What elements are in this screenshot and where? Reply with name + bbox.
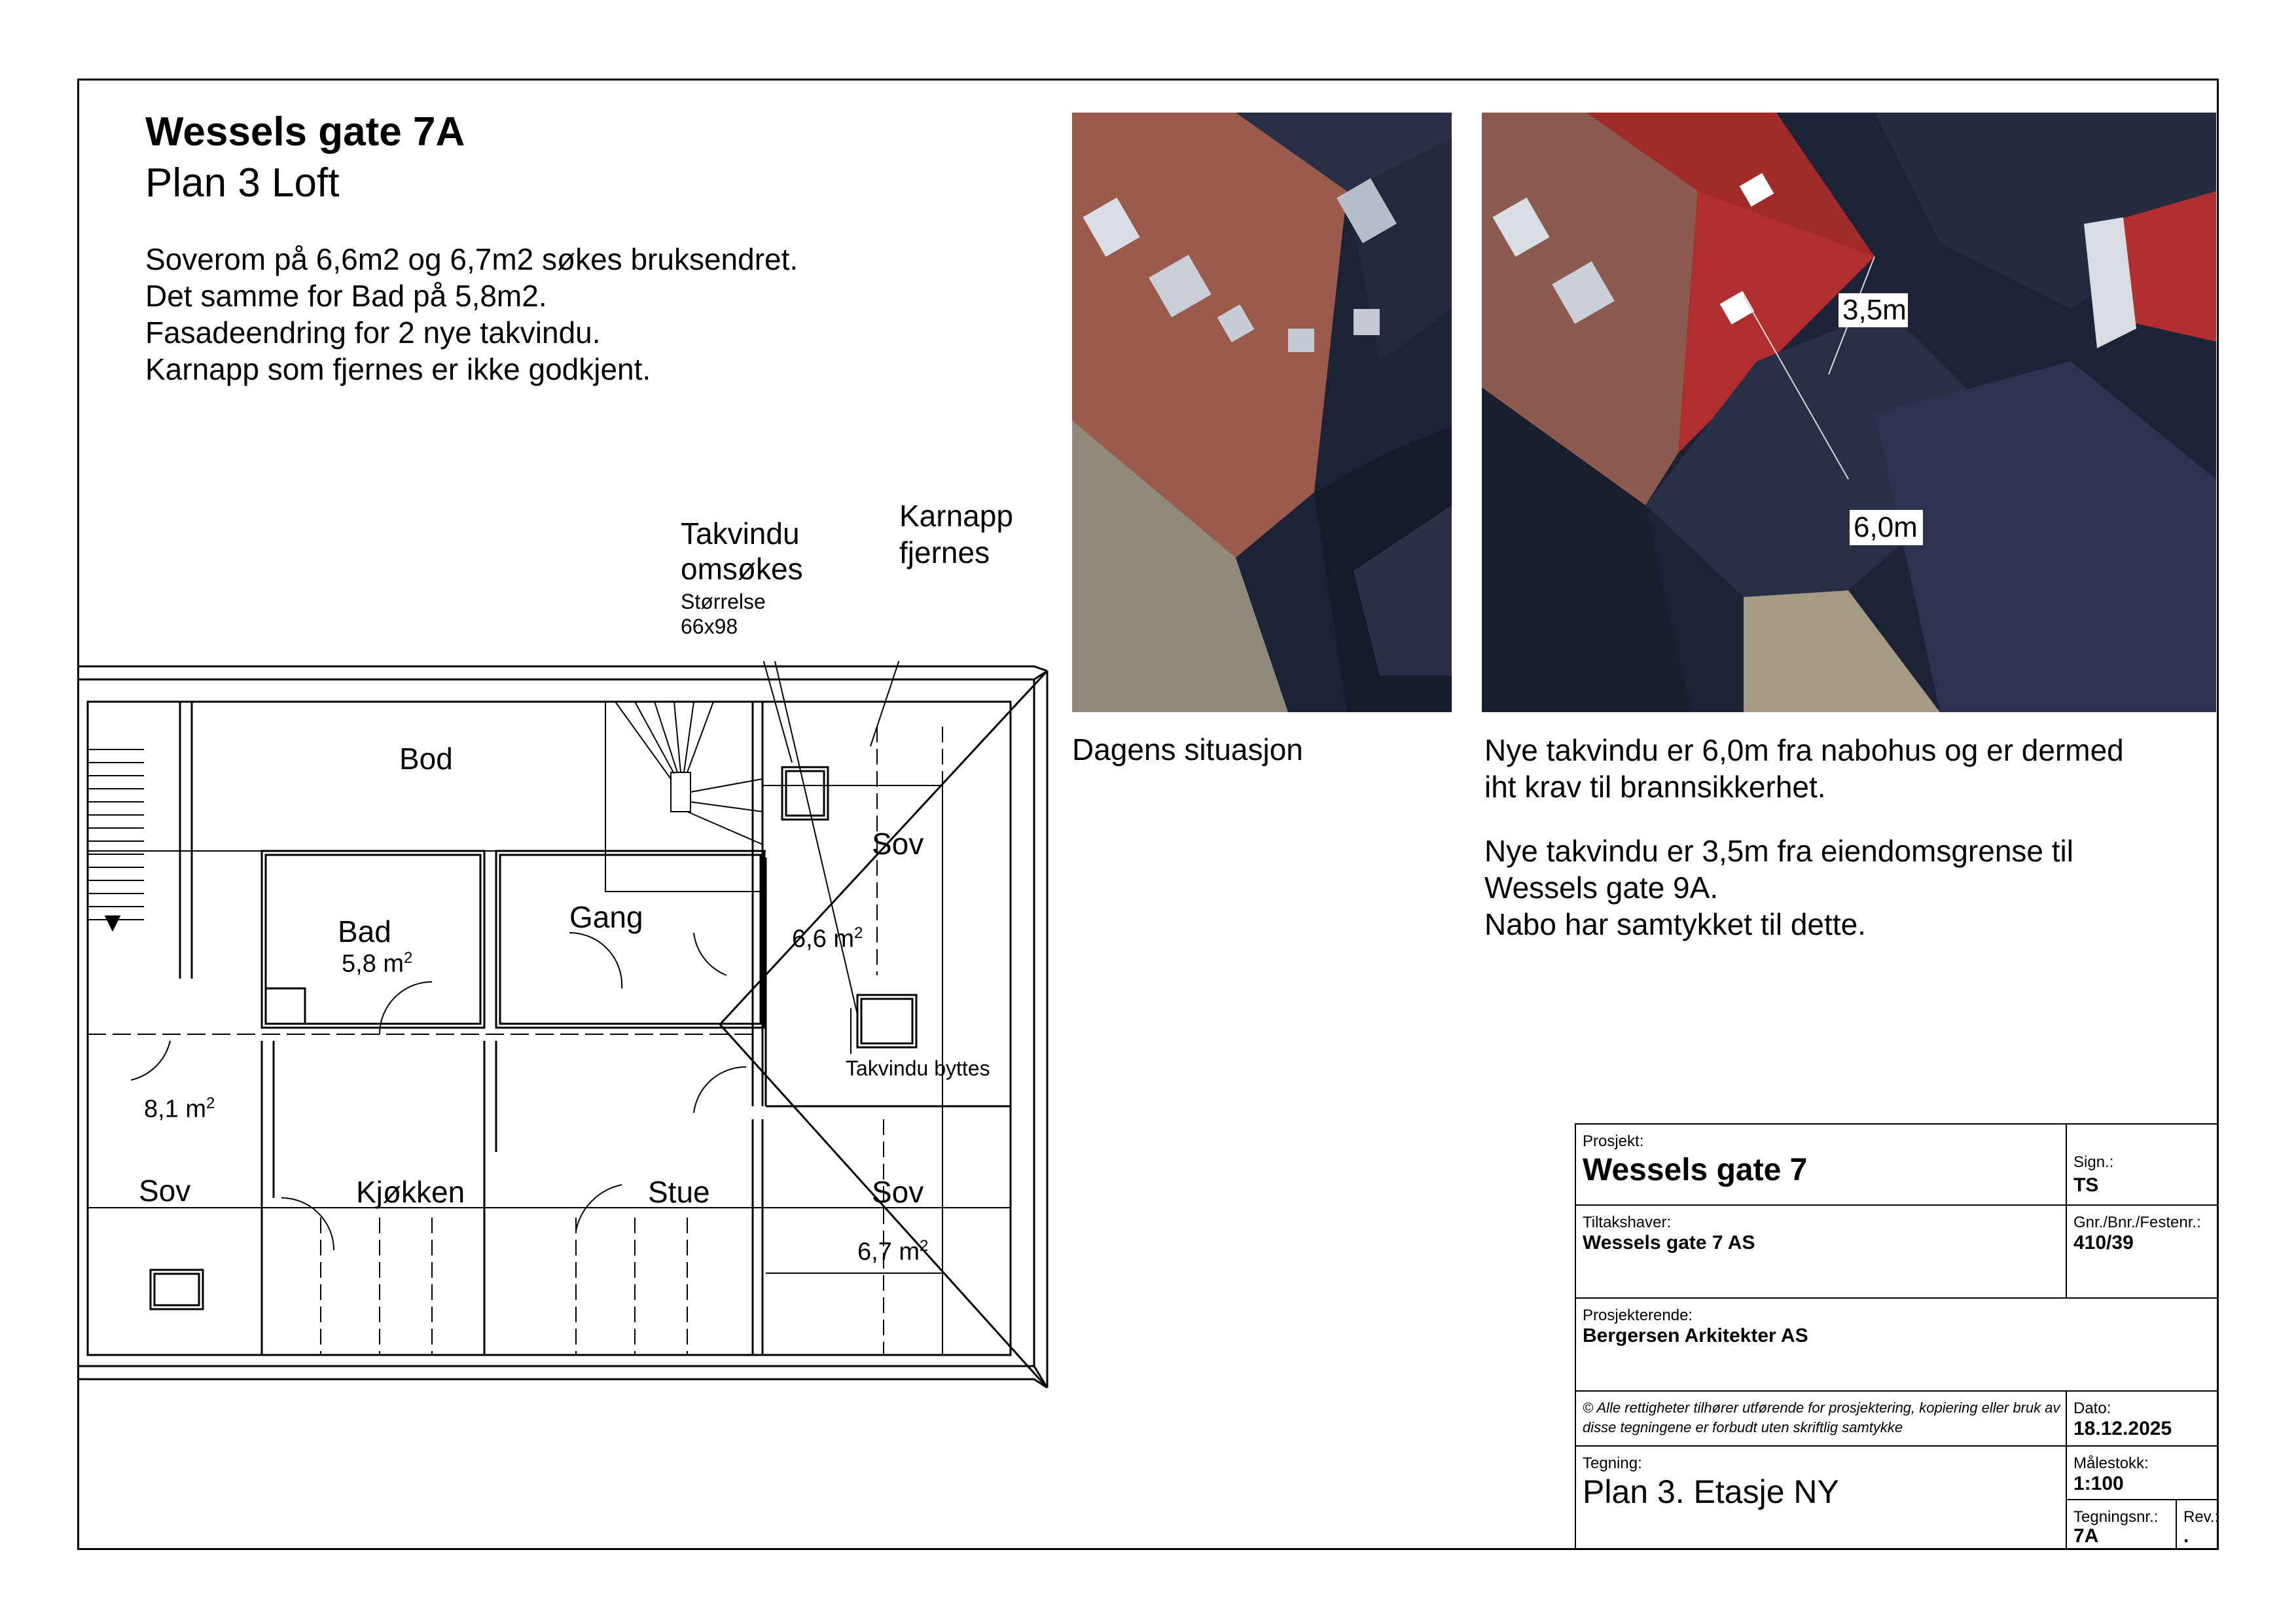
description-line: Fasadeendring for 2 nye takvindu.: [145, 316, 601, 350]
description-line: Soverom på 6,6m2 og 6,7m2 søkes bruksendret.: [145, 242, 798, 276]
description-line: Karnapp som fjernes er ikke godkjent.: [145, 352, 651, 386]
description-line: Det samme for Bad på 5,8m2.: [145, 279, 547, 313]
tb-malestokk-label: Målestokk:: [2073, 1454, 2149, 1472]
floor-plan: [72, 661, 1067, 1401]
tb-sign-value: TS: [2073, 1174, 2099, 1196]
room-kjokken: Kjøkken: [356, 1175, 465, 1209]
room-sov-right-area: 6,7 $m^2$: [857, 1237, 929, 1266]
photo-caption-new-1: [1484, 732, 2124, 805]
photo-caption-new-2: [1484, 833, 2073, 943]
room-sov-left-area: 8,1 $m^2$: [144, 1094, 215, 1123]
takvindu-annotation: [681, 516, 803, 586]
tb-tiltakshaver-value: Wessels gate 7 AS: [1583, 1232, 1755, 1254]
tb-copyright: [1575, 1390, 2067, 1447]
caption-line: Nye takvindu er 6,0m fra nabohus og er dermed: [1484, 733, 2124, 767]
room-bod: Bod: [399, 742, 453, 776]
room-sov-left: Sov: [139, 1174, 191, 1208]
caption-line: Wessels gate 9A.: [1484, 871, 1719, 905]
tb-rev-value: .: [2183, 1525, 2189, 1547]
tb-prosjekt-value: Wessels gate 7: [1583, 1153, 1808, 1187]
takvindu-line: omsøkes: [681, 552, 803, 586]
caption-line: Nye takvindu er 3,5m fra eiendomsgrense til: [1484, 834, 2073, 868]
tb-prosjekt-label: Prosjekt:: [1583, 1132, 1644, 1150]
tb-rev-label: Rev.:: [2183, 1508, 2219, 1526]
room-gang: Gang: [569, 900, 643, 934]
tb-prosjekterende-label: Prosjekterende:: [1583, 1307, 1693, 1324]
page-title: Wessels gate 7A: [145, 109, 465, 154]
aerial-photo-new: [1482, 113, 2216, 712]
takvindu-size-line: Størrelse: [681, 590, 766, 613]
takvindu-line: Takvindu: [681, 516, 800, 550]
room-sov-top-area: 6,6 $m^2$: [792, 924, 863, 953]
room-sov-right: Sov: [872, 1175, 924, 1209]
title-block: [1575, 1123, 2219, 1550]
tb-prosjekterende-value: Bergersen Arkitekter AS: [1583, 1325, 1808, 1346]
takvindu-size-line: 66x98: [681, 615, 738, 638]
tb-gnr-value: 410/39: [2073, 1232, 2134, 1254]
measure-label-3-5m: 3,5m: [1842, 294, 1907, 326]
tb-tegning: [1575, 1445, 2067, 1550]
takvindu-bytte-label: Takvindu byttes: [846, 1056, 990, 1080]
room-sov-top: Sov: [872, 827, 924, 861]
room-stue: Stue: [648, 1175, 710, 1209]
tb-dato-label: Dato:: [2073, 1399, 2111, 1417]
karnapp-line: Karnapp: [899, 499, 1013, 533]
tb-tiltakshaver: [1575, 1204, 2067, 1299]
page-subtitle: Plan 3 Loft: [145, 160, 340, 206]
caption-line: Nabo har samtykket til dette.: [1484, 907, 1866, 941]
aerial-photo-current: [1072, 113, 1452, 712]
measure-label-6-0m: 6,0m: [1854, 511, 1918, 543]
tb-sign-label: Sign.:: [2073, 1153, 2114, 1171]
room-bad-area: 5,8 $m^2$: [342, 949, 413, 978]
photo-caption-current: Dagens situasjon: [1072, 732, 1303, 767]
tb-gnr-label: Gnr./Bnr./Festenr.:: [2073, 1214, 2201, 1231]
description: [145, 241, 798, 388]
tb-tegningsnr-value: 7A: [2073, 1525, 2099, 1547]
karnapp-annotation: [899, 497, 1013, 571]
tb-sign: [2066, 1123, 2219, 1206]
tb-prosjekt: [1575, 1123, 2067, 1206]
tb-tegningsnr: [2066, 1499, 2177, 1550]
caption-line: iht krav til brannsikkerhet.: [1484, 770, 1826, 804]
room-bad: Bad: [338, 914, 391, 948]
tb-gnr: [2066, 1204, 2219, 1299]
tb-malestokk-value: 1:100: [2073, 1473, 2124, 1494]
tb-tiltakshaver-label: Tiltakshaver:: [1583, 1214, 1672, 1231]
takvindu-size: [681, 589, 766, 639]
tb-dato: [2066, 1390, 2219, 1447]
tb-rev: [2176, 1499, 2219, 1550]
tb-tegningsnr-label: Tegningsnr.:: [2073, 1508, 2159, 1526]
tb-tegning-label: Tegning:: [1583, 1454, 1642, 1472]
tb-prosjekterende: [1575, 1297, 2219, 1392]
karnapp-line: fjernes: [899, 535, 990, 569]
tb-copyright-text: © Alle rettigheter tilhører utførende for prosjektering, kopiering eller bruk av disse tegningene er forbudt uten skriftlig samtykke: [1583, 1399, 2060, 1435]
tb-malestokk: [2066, 1445, 2219, 1500]
tb-tegning-value: Plan 3. Etasje NY: [1583, 1473, 1839, 1510]
tb-dato-value: 18.12.2025: [2073, 1418, 2172, 1439]
